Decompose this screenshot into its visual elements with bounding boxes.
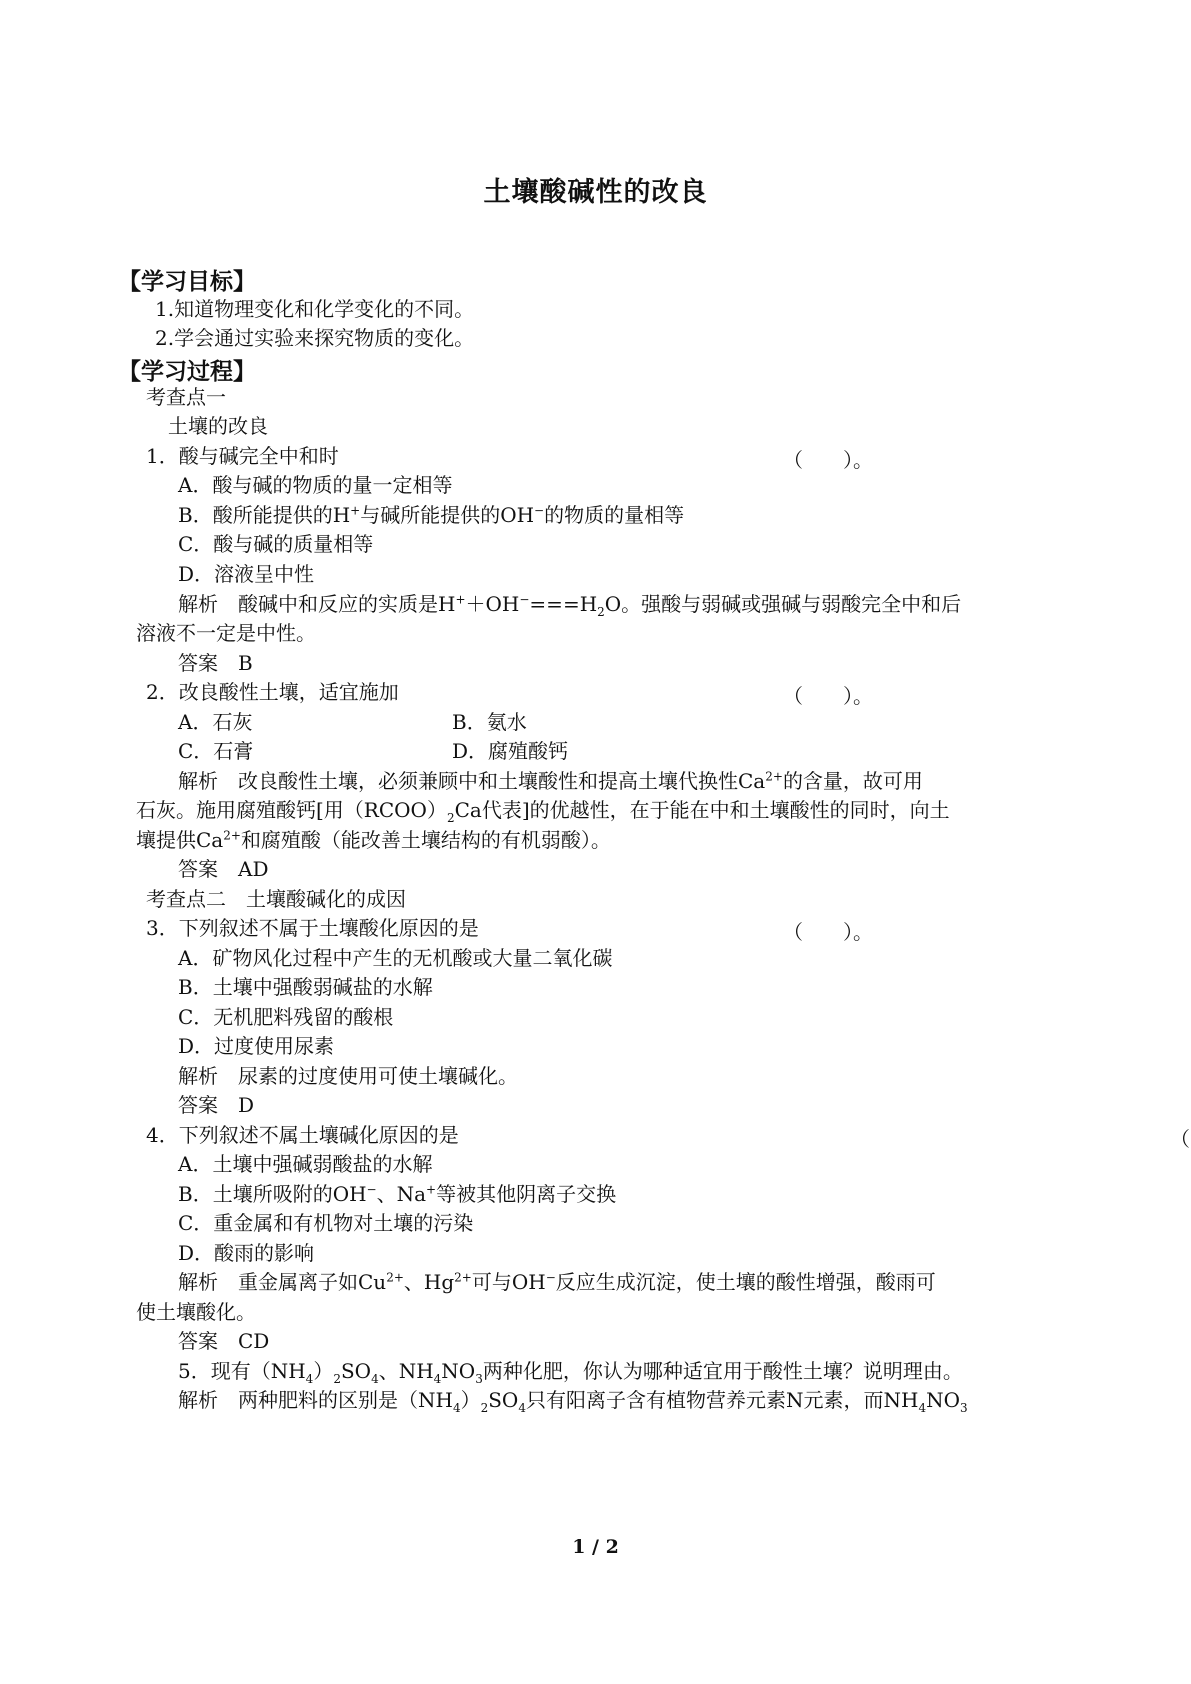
explanation: 解析 尿素的过度使用可使土壤碱化。 <box>178 1064 518 1088</box>
question-stem: 1．酸与碱完全中和时 <box>146 444 339 468</box>
option: D．溶液呈中性 <box>178 562 315 586</box>
explanation: 解析 酸碱中和反应的实质是$H^++OH^-===H_2O$。强酸与弱碱或强碱与弱酸完全中和后 <box>178 592 962 619</box>
option: C．无机肥料残留的酸根 <box>178 1005 394 1029</box>
question-stem: 3．下列叙述不属于土壤酸化原因的是 <box>146 916 479 940</box>
option: D．腐殖酸钙 <box>452 739 569 763</box>
answer-blank: （ ）。 <box>783 684 873 708</box>
explanation-cont: 石灰。施用腐殖酸钙[用$(RCOO)_2Ca$代表]的优越性，在于能在中和土壤酸性的同时，向土 <box>136 798 950 825</box>
option: A．矿物风化过程中产生的无机酸或大量二氧化碳 <box>178 946 613 970</box>
option: C．石膏 <box>178 739 254 763</box>
page-title: 土壤酸碱性的改良 <box>483 177 708 208</box>
answer-blank: （ ）。 <box>783 448 873 472</box>
question-stem: 4．下列叙述不属土壤碱化原因的是 <box>146 1123 459 1147</box>
answer: 答案 B <box>178 651 253 675</box>
option: A．石灰 <box>178 710 253 734</box>
answer: 答案 CD <box>178 1329 270 1353</box>
question-stem: 5．现有$(NH_4)_2SO_4$、$NH_4NO_3$两种化肥，你认为哪种适宜用于酸性土壤？说明理由。 <box>178 1359 963 1386</box>
option: C．重金属和有机物对土壤的污染 <box>178 1211 474 1235</box>
option: B．土壤所吸附的OH−、Na+等被其他阴离子交换 <box>178 1182 617 1206</box>
option: C．酸与碱的质量相等 <box>178 532 374 556</box>
explanation: 解析 两种肥料的区别是$(NH_4)_2SO_4$只有阳离子含有植物营养元素N元素，而$NH_4NO_3$ <box>178 1388 968 1415</box>
point-label: 考查点一 <box>146 385 226 409</box>
section-heading-process: 【学习过程】 <box>118 359 256 385</box>
answer: 答案 AD <box>178 857 269 881</box>
explanation-cont: 壤提供$Ca^{2+}$和腐殖酸（能改善土壤结构的有机弱酸）。 <box>136 828 611 852</box>
option: B．氨水 <box>452 710 527 734</box>
page-number: 1 / 2 <box>572 1536 619 1558</box>
option: D．过度使用尿素 <box>178 1034 335 1058</box>
option: A．土壤中强碱弱酸盐的水解 <box>178 1152 433 1176</box>
question-stem: 2．改良酸性土壤，适宜施加 <box>146 680 399 704</box>
option: B．酸所能提供的H+与碱所能提供的OH−的物质的量相等 <box>178 503 685 527</box>
explanation-cont: 使土壤酸化。 <box>136 1300 256 1324</box>
goal-item: 2.学会通过实验来探究物质的变化。 <box>155 326 475 350</box>
point-subtitle: 土壤的改良 <box>168 414 268 438</box>
goal-item: 1.知道物理变化和化学变化的不同。 <box>155 297 475 321</box>
answer-blank: （ <box>1170 1127 1190 1151</box>
option: B．土壤中强酸弱碱盐的水解 <box>178 975 433 999</box>
explanation-cont: 溶液不一定是中性。 <box>136 621 316 645</box>
explanation: 解析 重金属离子如$Cu^{2+}$、$Hg^{2+}$可与OH−反应生成沉淀，使土壤的酸性增强，酸雨可 <box>178 1270 936 1294</box>
answer-blank: （ ）。 <box>783 920 873 944</box>
explanation: 解析 改良酸性土壤，必须兼顾中和土壤酸性和提高土壤代换性$Ca^{2+}$的含量，故可用 <box>178 769 923 793</box>
section-heading-goals: 【学习目标】 <box>118 269 256 295</box>
answer: 答案 D <box>178 1093 255 1117</box>
option: D．酸雨的影响 <box>178 1241 315 1265</box>
point-label: 考查点二 土壤酸碱化的成因 <box>146 887 406 911</box>
option: A．酸与碱的物质的量一定相等 <box>178 473 453 497</box>
